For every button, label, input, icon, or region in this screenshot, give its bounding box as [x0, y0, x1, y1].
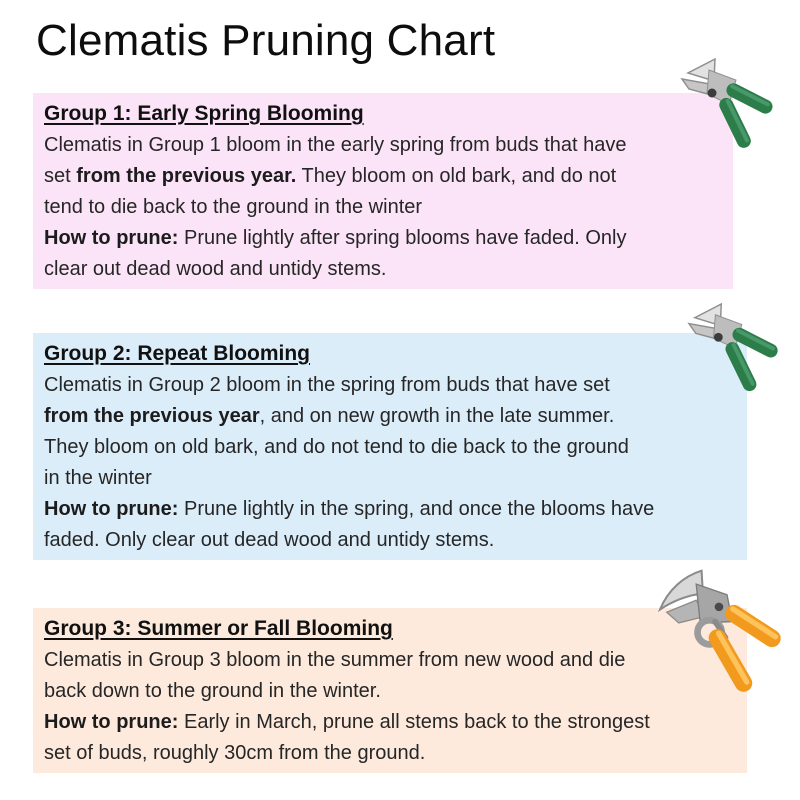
- group-3-line-4: [44, 738, 736, 769]
- text-run: They bloom on old bark, and do not tend to die back to the ground: [44, 436, 629, 458]
- text-run: , and on new growth in the late summer.: [259, 405, 615, 427]
- text-run: tend to die back to the ground in the winter: [44, 196, 423, 218]
- group-3-line-2: [44, 676, 736, 707]
- page-title: Clematis Pruning Chart: [36, 16, 496, 65]
- text-run: faded. Only clear out dead wood and untidy stems.: [44, 529, 495, 551]
- text-run: set of buds, roughly 30cm from the ground.: [44, 742, 426, 764]
- bold-run: How to prune:: [44, 498, 179, 520]
- text-run: back down to the ground in the winter.: [44, 680, 381, 702]
- bold-run: How to prune:: [44, 711, 179, 733]
- text-run: Clematis in Group 1 bloom in the early spring from buds that have: [44, 134, 627, 156]
- bold-run: from the previous year: [44, 405, 260, 427]
- group-3-card: [33, 608, 747, 773]
- text-run: Prune lightly after spring blooms have faded. Only: [178, 227, 627, 249]
- text-run: They bloom on old bark, and do not: [296, 165, 617, 187]
- text-run: Prune lightly in the spring, and once the blooms have: [178, 498, 655, 520]
- text-run: in the winter: [44, 467, 152, 489]
- bold-run: How to prune:: [44, 227, 179, 249]
- group-2-line-5: [44, 494, 736, 525]
- green-pruning-shears-icon: [676, 58, 782, 158]
- group-2-card: [33, 333, 747, 560]
- text-run: Clematis in Group 2 bloom in the spring from buds that have set: [44, 374, 610, 396]
- bold-run: from the previous year.: [76, 165, 297, 187]
- group-1-line-5: [44, 254, 722, 285]
- text-run: clear out dead wood and untidy stems.: [44, 258, 387, 280]
- orange-pruning-shears-icon: [654, 568, 792, 702]
- green-pruning-shears-icon: [682, 303, 788, 401]
- group-2-line-4: [44, 463, 736, 494]
- group-1-line-4: [44, 223, 722, 254]
- group-3-line-1: [44, 645, 736, 676]
- group-3-heading: Group 3: Summer or Fall Blooming: [44, 617, 393, 640]
- text-run: Early in March, prune all stems back to the strongest: [178, 711, 650, 733]
- group-2-heading: Group 2: Repeat Blooming: [44, 342, 311, 365]
- group-2-line-3: [44, 432, 736, 463]
- group-1-card: [33, 93, 733, 289]
- group-2-line-6: [44, 525, 736, 556]
- group-3-line-3: [44, 707, 736, 738]
- group-1-line-1: [44, 130, 722, 161]
- group-2-line-1: [44, 370, 736, 401]
- group-1-line-3: [44, 192, 722, 223]
- group-1-heading: Group 1: Early Spring Blooming: [44, 102, 364, 125]
- text-run: set: [44, 165, 77, 187]
- group-1-line-2: [44, 161, 722, 192]
- group-2-line-2: [44, 401, 736, 432]
- text-run: Clematis in Group 3 bloom in the summer from new wood and die: [44, 649, 626, 671]
